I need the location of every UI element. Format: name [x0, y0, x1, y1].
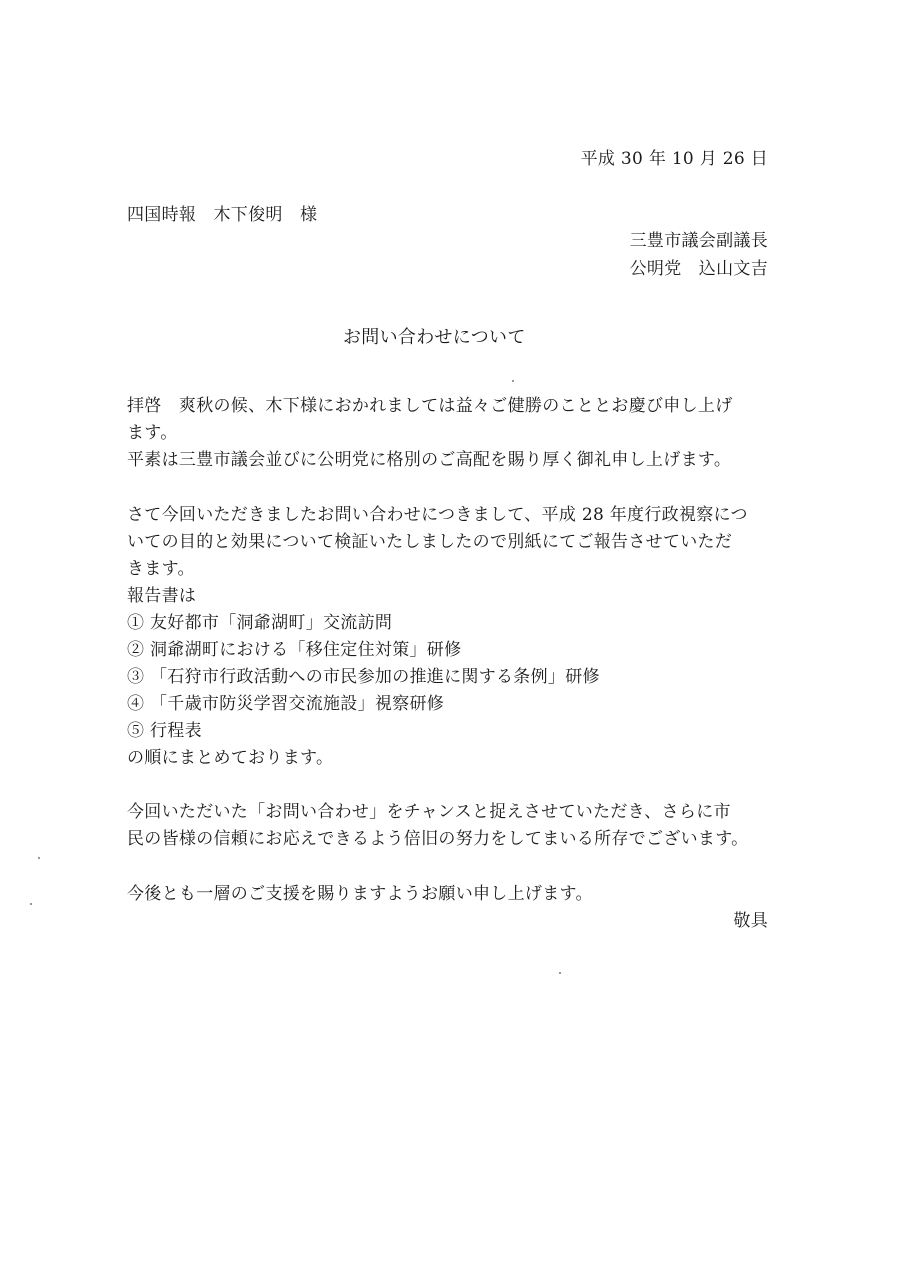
closing-line: 今後とも一層のご支援を賜りますようお願い申し上げます。 [127, 884, 593, 904]
paragraph-3-line-2: 民の皆様の信頼にお応えできるよう倍旧の努力をしてまいる所存でございます。 [127, 829, 749, 849]
closing-word: 敬具 [733, 911, 768, 931]
sender-name: 公明党 込山文吉 [629, 259, 768, 279]
recipient: 四国時報 木下俊明 様 [127, 205, 318, 225]
report-item: ③ 「石狩市行政活動への市民参加の推進に関する条例」研修 [127, 667, 600, 687]
scan-speck [38, 857, 40, 859]
report-outro: の順にまとめております。 [127, 748, 334, 768]
paragraph-2-line-2: いての目的と効果について検証いたしましたので別紙にてご報告させていただ [127, 532, 733, 552]
report-item: ① 友好都市「洞爺湖町」交流訪問 [127, 613, 393, 633]
paragraph-2-line-3: きます。 [127, 559, 195, 579]
report-item: ④ 「千歳市防災学習交流施設」視察研修 [127, 694, 445, 714]
thanks-line: 平素は三豊市議会並びに公明党に格別のご高配を賜り厚く御礼申し上げます。 [127, 450, 732, 470]
sender-title: 三豊市議会副議長 [629, 231, 768, 251]
greeting-line-2: ます。 [127, 423, 178, 443]
paragraph-3-line-1: 今回いただいた「お問い合わせ」をチャンスと捉えさせていただき、さらに市 [127, 802, 731, 822]
paragraph-2-line-1: さて今回いただきましたお問い合わせにつきまして、平成 28 年度行政視察につ [127, 505, 748, 525]
scan-speck [512, 380, 514, 382]
scan-speck [559, 972, 561, 974]
report-item: ② 洞爺湖町における「移住定住対策」研修 [127, 640, 462, 660]
greeting-line-1: 拝啓 爽秋の候、木下様におかれましては益々ご健勝のこととお慶び申し上げ [127, 396, 733, 416]
scan-speck [30, 903, 32, 905]
report-intro: 報告書は [127, 586, 197, 606]
letter-date: 平成 30 年 10 月 26 日 [580, 149, 768, 169]
letter-subject: お問い合わせについて [343, 327, 526, 348]
report-item: ⑤ 行程表 [127, 721, 202, 741]
